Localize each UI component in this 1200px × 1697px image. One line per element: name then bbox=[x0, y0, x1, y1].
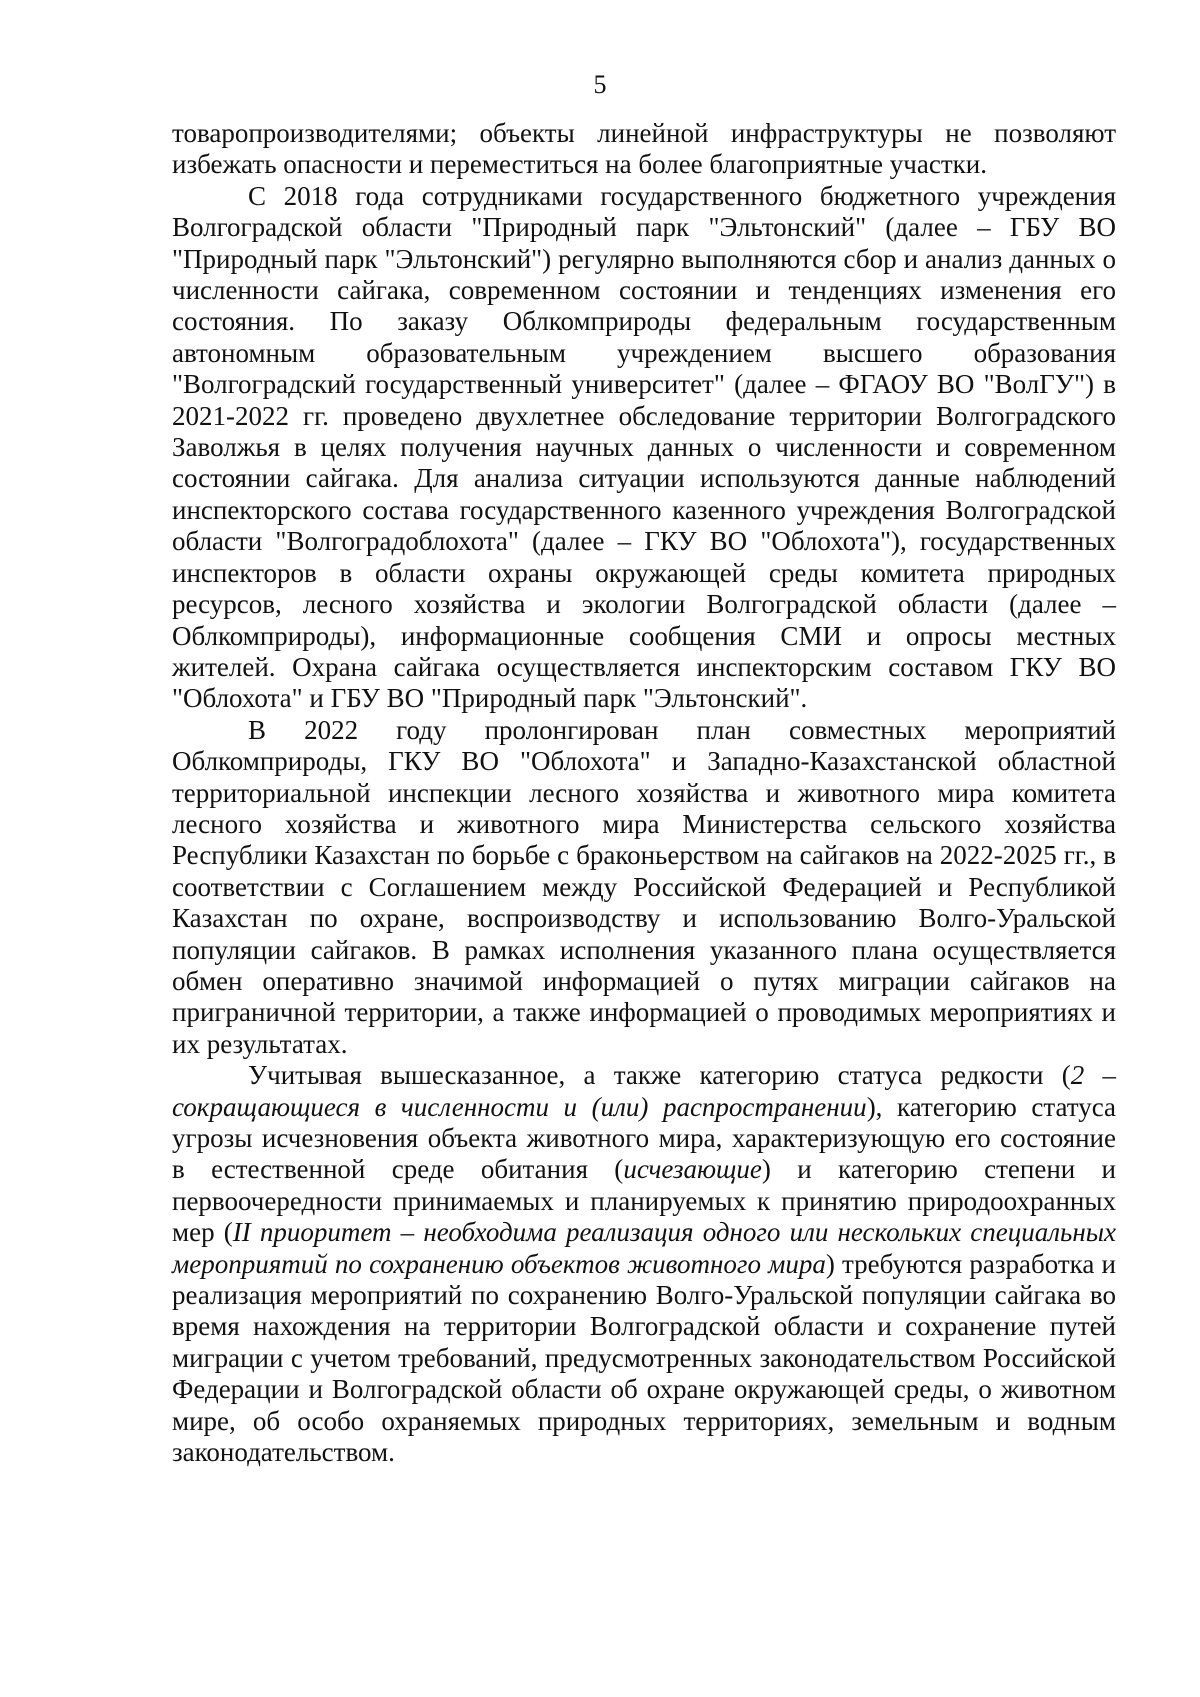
text-run: ), категорию статуса угрозы исчезновения объекта животного мира, характеризующую его состояние в естественной среде обитания ( bbox=[172, 1091, 1116, 1185]
text-run: Учитывая вышесказанное, а также категорию статуса редкости ( bbox=[248, 1060, 1071, 1091]
text-run: ) и категорию степени и первоочередности принимаемых и планируемых к принятию природоохранных мер ( bbox=[172, 1154, 1116, 1248]
text-run: ) требуются разработка и реализация мероприятий по сохранению Волго-Уральской популяции сайгака во время нахождения на территории Волгоградской области и сохранение путей миграции с учетом требований, предусмотренных законодательством Российской Федерации и Волгоградской области об охране окружающей среды, о животном мире, об особо охраняемых природных территориях, земельным и водным законодательством. bbox=[172, 1248, 1116, 1468]
paragraph-continuation: товаропроизводителями; объекты линейной инфраструктуры не позволяют избежать опасности и переместиться на более благоприятные участки. bbox=[172, 118, 1116, 180]
italic-threat-category: исчезающие bbox=[623, 1154, 762, 1185]
italic-rarity-category: 2 – сокращающиеся в численности и (или) распространении bbox=[172, 1060, 1117, 1122]
paragraph-monitoring: С 2018 года сотрудниками государственного бюджетного учреждения Волгоградской области "Природный парк "Эльтонский" (далее – ГБУ ВО "Природный парк "Эльтонский") регулярно выполняются сбор и анализ данных о численности сайгака, современном состоянии и тенденциях изменения его состояния. По заказу Облкомприроды федеральным государственным автономным образовательным учреждением высшего образования "Волгоградский государственный университет" (далее – ФГАОУ ВО "ВолГУ") в 2021-2022 гг. проведено двухлетнее обследование территории Волгоградского Заволжья в целях получения научных данных о численности и современном состоянии сайгака. Для анализа ситуации используются данные наблюдений инспекторского состава государственного казенного учреждения Волгоградской области "Волгоградоблохота" (далее – ГКУ ВО "Облохота"), государственных инспекторов в области охраны окружающей среды комитета природных ресурсов, лесного хозяйства и экологии Волгоградской области (далее – Облкомприроды), информационные сообщения СМИ и опросы местных жителей. Охрана сайгака осуществляется инспекторским составом ГКУ ВО "Облохота" и ГБУ ВО "Природный парк "Эльтонский". bbox=[172, 180, 1116, 714]
document-body bbox=[172, 118, 1116, 1468]
paragraph-joint-plan: В 2022 году пролонгирован план совместных мероприятий Облкомприроды, ГКУ ВО "Облохота" и Западно-Казахстанской областной территориальной инспекции лесного хозяйства и животного мира комитета лесного хозяйства и животного мира Министерства сельского хозяйства Республики Казахстан по борьбе с браконьерством на сайгаков на 2022-2025 гг., в соответствии с Соглашением между Российской Федерацией и Республикой Казахстан по охране, воспроизводству и использованию Волго-Уральской популяции сайгаков. В рамках исполнения указанного плана осуществляется обмен оперативно значимой информацией о путях миграции сайгаков на приграничной территории, а также информацией о проводимых мероприятиях и их результатах. bbox=[172, 714, 1116, 1059]
italic-priority-category: II приоритет – необходима реализация одного или нескольких специальных мероприятий по сохранению объектов животного мира bbox=[172, 1217, 1117, 1279]
page-number: 5 bbox=[593, 70, 607, 99]
paragraph-conclusion bbox=[172, 1060, 1116, 1468]
